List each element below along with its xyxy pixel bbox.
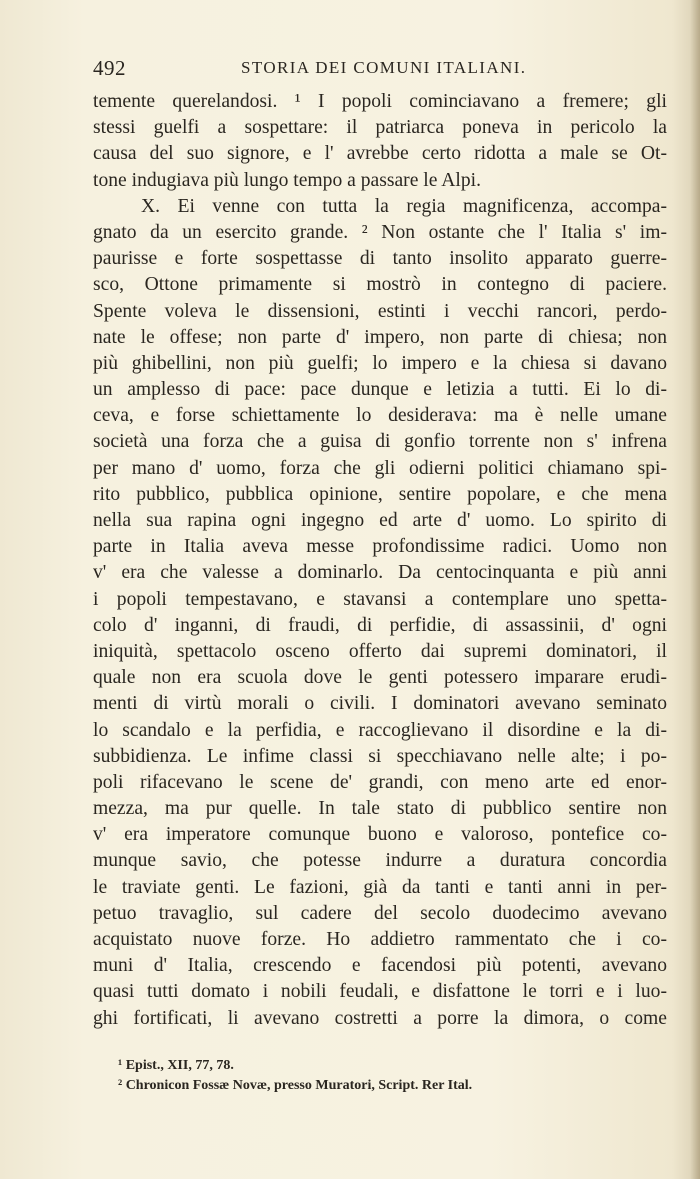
- text-line: nate le offese; non parte d' impero, non parte di chiesa; non: [93, 326, 667, 348]
- text-line: v' era che valesse a dominarlo. Da centocinquanta e più anni: [93, 562, 667, 584]
- text-line: tone indugiava più lungo tempo a passare le Alpi.: [93, 169, 481, 191]
- footnote-2: ² Chronicon Fossæ Novæ, presso Muratori, Script. Rer Ital.: [118, 1078, 473, 1093]
- text-line: rito pubblico, pubblica opinione, sentire popolare, e che mena: [93, 483, 667, 505]
- text-line: iniquità, spettacolo osceno offerto dai supremi dominatori, il: [93, 640, 667, 662]
- text-line: mezza, ma pur quelle. In tale stato di pubblico sentire non: [93, 798, 667, 820]
- running-title: STORIA DEI COMUNI ITALIANI.: [241, 58, 527, 77]
- text-line: colo d' inganni, di fraudi, di perfidie, di assassinii, d' ogni: [93, 614, 667, 636]
- text-line: poli rifacevano le scene de' grandi, con meno arte ed enor-: [93, 771, 667, 793]
- text-line: sco, Ottone primamente si mostrò in contegno di paciere.: [93, 274, 667, 296]
- text-line: lo scandalo e la perfidia, e raccoglievano il disordine e la di-: [93, 719, 667, 741]
- text-line: petuo travaglio, sul cadere del secolo duodecimo avevano: [93, 902, 667, 924]
- text-line: le traviate genti. Le fazioni, già da tanti e tanti anni in per-: [93, 876, 667, 898]
- footnotes: [118, 1056, 658, 1096]
- text-line: i popoli tempestavano, e stavansi a contemplare uno spetta-: [93, 588, 667, 610]
- text-line: muni d' Italia, crescendo e facendosi più potenti, avevano: [93, 955, 667, 977]
- text-line: causa del suo signore, e l' avrebbe certo ridotta a male se Ot-: [93, 143, 667, 165]
- body-text: [93, 89, 667, 1032]
- text-line: menti di virtù morali o civili. I dominatori avevano seminato: [93, 693, 667, 715]
- text-line: gnato da un esercito grande. ² Non ostante che l' Italia s' im-: [93, 221, 667, 243]
- text-line: acquistato nuove forze. Ho addietro rammentato che i co-: [93, 929, 667, 950]
- text-line: ghi fortificati, li avevano costretti a porre la dimora, o come: [93, 1007, 667, 1029]
- text-line: Spente voleva le dissensioni, estinti i vecchi rancori, perdo-: [93, 300, 667, 322]
- text-line: quale non era scuola dove le genti potessero imparare erudi-: [93, 667, 667, 689]
- text-line: più ghibellini, non più guelfi; lo impero e la chiesa si davano: [93, 352, 667, 374]
- text-line: società una forza che a guisa di gonfio torrente non s' infrena: [93, 431, 667, 453]
- text-line: subbidienza. Le infime classi si specchiavano nelle alte; i po-: [93, 745, 667, 767]
- text-line: per mano d' uomo, forza che gli odierni politici chiamano spi-: [93, 457, 667, 479]
- text-line: parte in Italia aveva messe profondissime radici. Uomo non: [93, 536, 667, 558]
- footnote-1: ¹ Epist., XII, 77, 78.: [118, 1058, 234, 1073]
- text-line: munque savio, che potesse indurre a duratura concordia: [93, 850, 667, 872]
- text-line: stessi guelfi a sospettare: il patriarca poneva in pericolo la: [93, 117, 667, 139]
- page-number: 492: [93, 56, 126, 80]
- text-line: un amplesso di pace: pace dunque e letizia a tutti. Ei lo di-: [93, 379, 667, 401]
- text-line: temente querelandosi. ¹ I popoli cominciavano a fremere; gli: [93, 91, 667, 112]
- text-line: ceva, e forse schiettamente lo desiderava: ma è nelle umane: [93, 405, 667, 427]
- text-line: nella sua rapina ogni ingegno ed arte d' uomo. Lo spirito di: [93, 510, 667, 531]
- text-line: paurisse e forte sospettasse di tanto insolito apparato guerre-: [93, 248, 667, 270]
- page-edge-shadow: [690, 0, 700, 1179]
- section-start-line: X. Ei venne con tutta la regia magnificenza, accompa-: [141, 195, 667, 217]
- text-line: quasi tutti domato i nobili feudali, e disfattone le torri e i luo-: [93, 981, 667, 1003]
- text-line: v' era imperatore comunque buono e valoroso, pontefice co-: [93, 824, 667, 846]
- running-header: [93, 56, 667, 82]
